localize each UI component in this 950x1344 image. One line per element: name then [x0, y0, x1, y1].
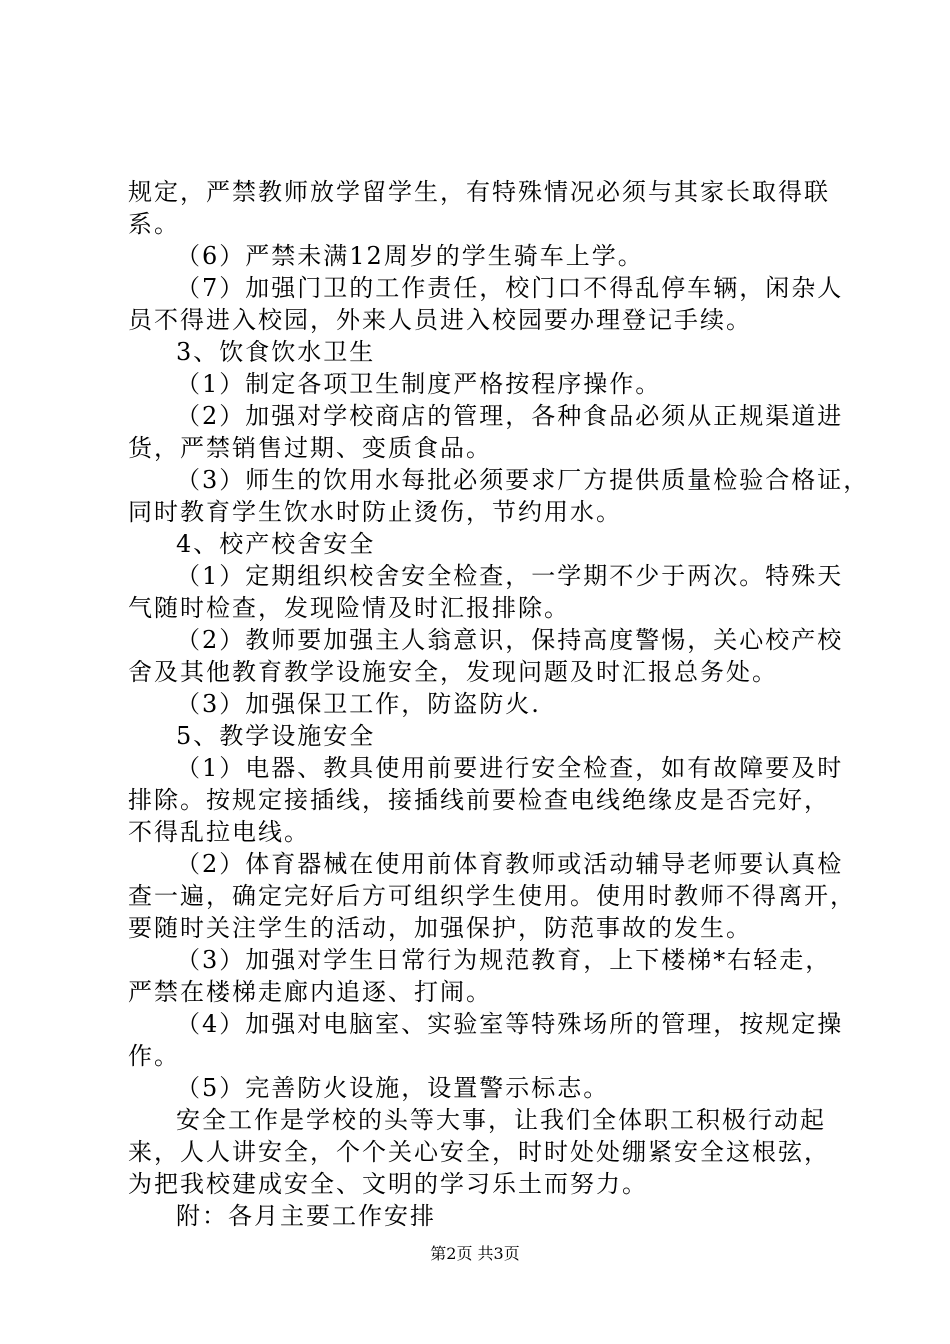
section-heading: 3、饮食饮水卫生 — [176, 338, 376, 366]
text-line: （2）体育器械在使用前体育教师或活动辅导老师要认真检 — [176, 850, 844, 878]
text-line: 查一遍，确定完好后方可组织学生使用。使用时教师不得离开， — [128, 882, 856, 910]
text-line: 附：各月主要工作安排 — [176, 1202, 436, 1230]
text-line: （2）加强对学校商店的管理，各种食品必须从正规渠道进 — [176, 402, 844, 430]
text-line: （3）师生的饮用水每批必须要求厂方提供质量检验合格证， — [176, 466, 870, 494]
text-line: （3）加强对学生日常行为规范教育，上下楼梯*右轻走， — [176, 946, 832, 974]
text-line: 气随时检查，发现险情及时汇报排除。 — [128, 594, 570, 622]
text-line: （1）电器、教具使用前要进行安全检查，如有故障要及时 — [176, 754, 844, 782]
text-line: 为把我校建成安全、文明的学习乐土而努力。 — [128, 1170, 648, 1198]
text-line: （4）加强对电脑室、实验室等特殊场所的管理，按规定操 — [176, 1010, 844, 1038]
text-line: 作。 — [128, 1042, 180, 1070]
section-heading: 5、教学设施安全 — [176, 722, 376, 750]
text-line: 舍及其他教育教学设施安全，发现问题及时汇报总务处。 — [128, 658, 778, 686]
text-line: （1）定期组织校舍安全检查，一学期不少于两次。特殊天 — [176, 562, 844, 590]
text-line: （2）教师要加强主人翁意识，保持高度警惕，关心校产校 — [176, 626, 844, 654]
text-line: 系。 — [128, 210, 180, 238]
section-heading: 4、校产校舍安全 — [176, 530, 376, 558]
text-line: （5）完善防火设施，设置警示标志。 — [176, 1074, 610, 1102]
text-line: 来，人人讲安全，个个关心安全，时时处处绷紧安全这根弦， — [128, 1138, 830, 1166]
text-line: （7）加强门卫的工作责任，校门口不得乱停车辆，闲杂人 — [176, 274, 844, 302]
text-line: （1）制定各项卫生制度严格按程序操作。 — [176, 370, 662, 398]
text-line: 严禁在楼梯走廊内追逐、打闹。 — [128, 978, 492, 1006]
text-line: 规定，严禁教师放学留学生，有特殊情况必须与其家长取得联 — [128, 178, 830, 206]
text-line: 排除。按规定接插线，接插线前要检查电线绝缘皮是否完好， — [128, 786, 830, 814]
text-line: （3）加强保卫工作，防盗防火. — [176, 690, 541, 718]
text-line: 不得乱拉电线。 — [128, 818, 310, 846]
text-line: 要随时关注学生的活动，加强保护，防范事故的发生。 — [128, 914, 752, 942]
text-line: 同时教育学生饮水时防止烫伤，节约用水。 — [128, 498, 622, 526]
text-line: （6）严禁未满12周岁的学生骑车上学。 — [176, 242, 644, 270]
text-line: 货，严禁销售过期、变质食品。 — [128, 434, 492, 462]
text-line: 安全工作是学校的头等大事，让我们全体职工积极行动起 — [176, 1106, 826, 1134]
text-line: 员不得进入校园，外来人员进入校园要办理登记手续。 — [128, 306, 752, 334]
page-footer: 第2页 共3页 — [430, 1244, 520, 1263]
